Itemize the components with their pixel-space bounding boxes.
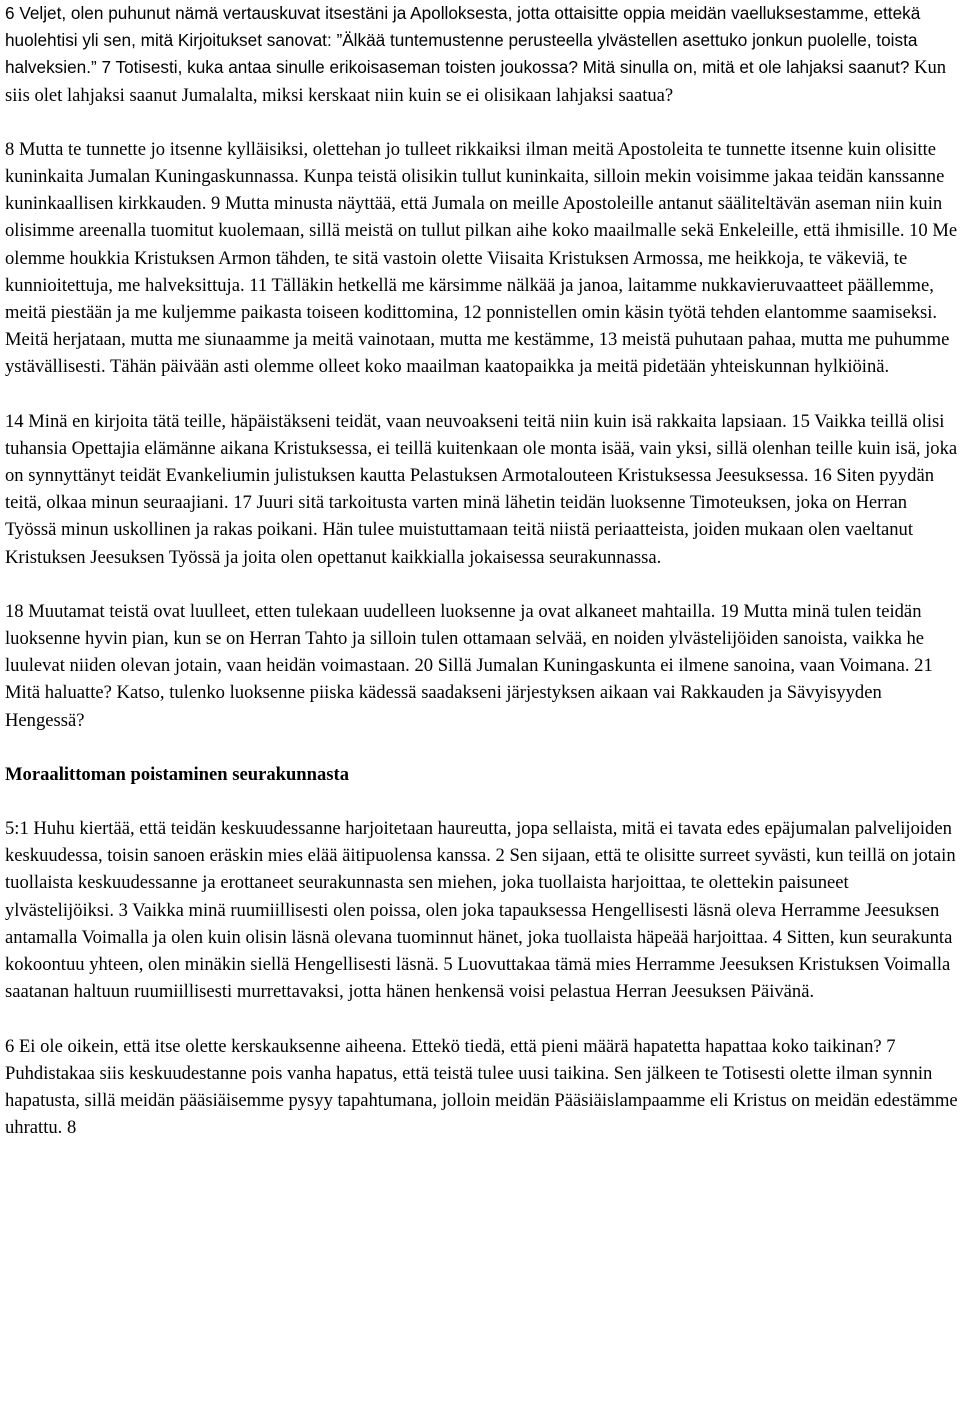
paragraph-spacer: [5, 1006, 960, 1033]
section-heading: Moraalittoman poistaminen seurakunnasta: [5, 763, 350, 785]
paragraph-1-sans-text: 6 Veljet, olen puhunut nämä vertauskuvat itsestäni ja Apolloksesta, jotta ottaisitte oppia meidän vaelluksestamme, ettekä huolehtisi yli sen, mitä Kirjoitukset sanovat: ”Älkää tuntemustenne perusteella ylvästellen asettuko jonkun puolelle, toista halveksien.” 7 Totisesti, kuka antaa sinulle erikoisaseman toisten joukossa? Mitä sinulla on, mitä et ole lahjaksi saanut?: [5, 3, 921, 78]
paragraph-1-serif-text: Kun siis olet lahjaksi saanut Jumalalta, miksi kerskaat niin kuin se ei olisikaan lahjaksi saatua?: [5, 57, 947, 106]
paragraph-spacer: [5, 381, 960, 408]
paragraph-3: 14 Minä en kirjoita tätä teille, häpäistäkseni teidät, vaan neuvoakseni teitä niin kuin isä rakkaita lapsiaan. 15 Vaikka teillä olisi tuhansia Opettajia elämänne aikana Kristuksessa, ei teillä kuitenkaan ole monta isää, vain yksi, sillä olenhan teille kuin isä, joka on synnyttänyt teidät Evankeliumin julistuksen kautta Pelastuksen Armotalouteen Kristuksessa Jeesuksessa. 16 Siten pyydän teitä, olkaa minun seuraajiani. 17 Juuri sitä tarkoitusta varten minä lähetin teidän luoksenne Timoteuksen, joka on Herran Työssä minun uskollinen ja rakas poikani. Hän tulee muistuttamaan teitä niistä periaatteista, joiden mukaan olen vaeltanut Kristuksen Jeesuksen Työssä ja joita olen opettanut kaikkialla jokaisessa seurakunnassa.: [5, 410, 958, 568]
paragraph-spacer: [5, 788, 960, 815]
paragraph-2: 8 Mutta te tunnette jo itsenne kylläisiksi, olettehan jo tulleet rikkaiksi ilman meitä Apostoleita te tunnette itsenne kuin olisitte kuninkaita Jumalan Kuningaskunnassa. Kunpa teistä olisikin tullut kuninkaita, silloin mekin voisimme jakaa teidän kanssanne kuninkaallisen kirkkauden. 9 Mutta minusta näyttää, että Jumala on meille Apostoleille antanut sääliteltävän aseman niin kuin olisimme areenalla tuomitut kuolemaan, sillä meistä on tullut pilkan aihe koko maailmalle sekä Enkeleille, että ihmisille. 10 Me olemme houkkia Kristuksen Armon tähden, te sitä vastoin olette Viisaita Kristuksen Armossa, me heikkoja, te väkeviä, te kunnioitettuja, me halveksittuja. 11 Tälläkin hetkellä me kärsimme nälkää ja janoa, laitamme nukkavieruvaatteet päällemme, meitä piestään ja me kuljemme paikasta toiseen kodittomina, 12 ponnistellen omin käsin työtä tehden elantomme saamiseksi. Meitä herjataan, mutta me siunaamme ja meitä vainotaan, mutta me kestämme, 13 meistä puhutaan pahaa, mutta me puhumme ystävällisesti. Tähän päivään asti olemme olleet koko maailman kaatopaikka ja meitä pidetään yhteiskunnan hylkiöinä.: [5, 138, 958, 378]
paragraph-spacer: [5, 734, 960, 761]
paragraph-6: 6 Ei ole oikein, että itse olette kerskauksenne aiheena. Ettekö tiedä, että pieni määrä hapatetta hapattaa koko taikinan? 7 Puhdistakaa siis keskuudestanne pois vanha hapatus, että teistä tulee uusi taikina. Sen jälkeen te Totisesti olette ilman synnin hapatusta, sillä meidän pääsiäisemme pysyy tapahtumana, jolloin meidän Pääsiäislampaamme eli Kristus on meidän edestämme uhrattu. 8: [5, 1035, 958, 1139]
paragraph-spacer: [5, 109, 960, 136]
paragraph-4: 18 Muutamat teistä ovat luulleet, etten tulekaan uudelleen luoksenne ja ovat alkaneet mahtailla. 19 Mutta minä tulen teidän luoksenne hyvin pian, kun se on Herran Tahto ja silloin tulen ottamaan selvää, en noiden ylvästelijöiden sanoista, vaikka he luulevat niiden olevan jotain, vaan heidän voimastaan. 20 Sillä Jumalan Kuningaskunta ei ilmene sanoina, vaan Voimana. 21 Mitä haluatte? Katso, tulenko luoksenne piiska kädessä saadakseni järjestyksen aikaan vai Rakkauden ja Sävyisyyden Hengessä?: [5, 600, 933, 731]
paragraph-spacer: [5, 571, 960, 598]
paragraph-1: [5, 0, 960, 109]
paragraph-5: 5:1 Huhu kiertää, että teidän keskuudessanne harjoitetaan haureutta, jopa sellaista, mitä ei tavata edes epäjumalan palvelijoiden keskuudessa, toisin sanoen eräskin mies elää äitipuolensa kanssa. 2 Sen sijaan, että te olisitte surreet syvästi, kun teillä on jotain tuollaista keskuudessanne ja erottaneet seurakunnasta sen miehen, joka tuollaista harjoittaa, te olettekin paisuneet ylvästelijöiksi. 3 Vaikka minä ruumiillisesti olen poissa, olen joka tapauksessa Hengellisesti läsnä oleva Herramme Jeesuksen antamalla Voimalla ja olen kuin olisin läsnä olevana tuominnut hänet, joka tuollaista häpeää harjoittaa. 4 Sitten, kun seurakunta kokoontuu yhteen, olen minäkin siellä Hengellisesti läsnä. 5 Luovuttakaa tämä mies Herramme Jeesuksen Kristuksen Voimalla saatanan haltuun ruumiillisesti murrettavaksi, jotta hänen henkensä voisi pelastua Herran Jeesuksen Päivänä.: [5, 818, 956, 1003]
